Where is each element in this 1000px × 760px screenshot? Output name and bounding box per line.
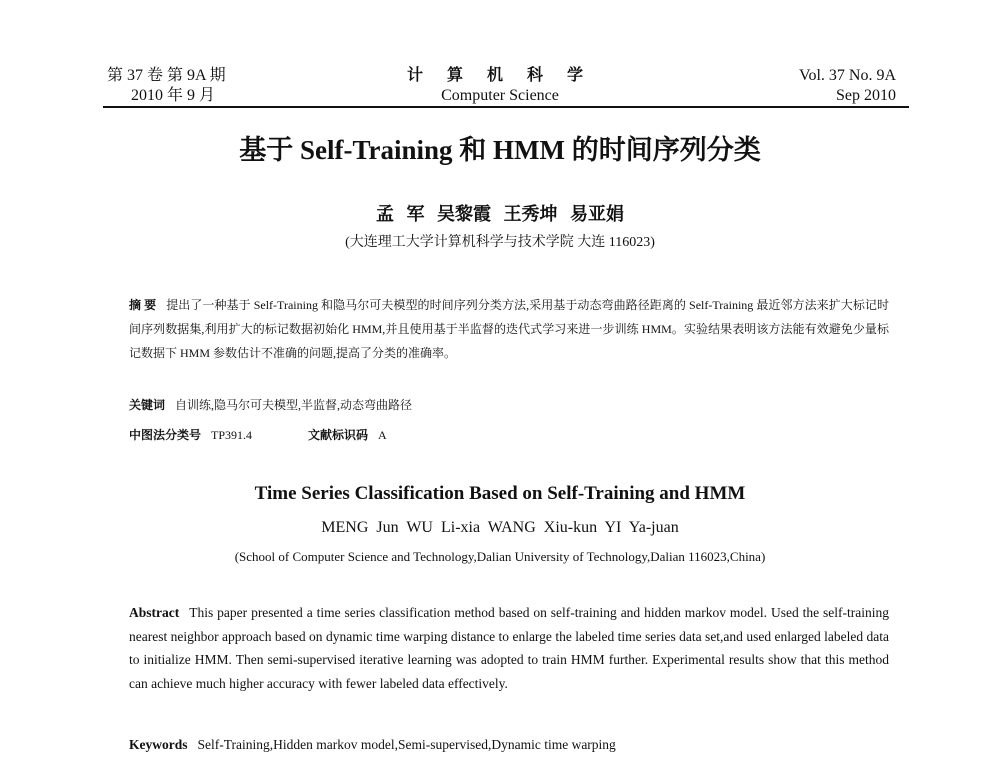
paper-title-zh: 基于 Self-Training 和 HMM 的时间序列分类 bbox=[239, 135, 761, 165]
keywords-en-text: Self-Training,Hidden markov model,Semi-supervised,Dynamic time warping bbox=[197, 737, 616, 752]
doc-code-value: A bbox=[378, 428, 387, 442]
abstract-en bbox=[129, 601, 889, 695]
authors-en: MENG Jun WU Li-xia WANG Xiu-kun YI Ya-juan bbox=[321, 519, 679, 536]
header-divider bbox=[103, 106, 909, 108]
volume-en: Vol. 37 No. 9A bbox=[798, 67, 896, 84]
paper-title-en: Time Series Classification Based on Self-Training and HMM bbox=[254, 483, 746, 504]
journal-name-zh: 计 算 机 科 学 bbox=[406, 67, 593, 84]
volume-zh: 第 37 卷 第 9A 期 bbox=[107, 67, 226, 84]
journal-name-en: Computer Science bbox=[441, 87, 559, 104]
abstract-zh bbox=[129, 293, 889, 365]
affiliation-zh: (大连理工大学计算机科学与技术学院 大连 116023) bbox=[345, 235, 655, 250]
abstract-zh-text: 提出了一种基于 Self-Training 和隐马尔可夫模型的时间序列分类方法,采用基于动态弯曲路径距离的 Self-Training 最近邻方法来扩大标记时间序列数据集,利用扩大的标记数据初始化 HMM,并且使用基于半监督的迭代式学习来进一步训练 HMM。实验结果表明该方法能有效避免少量标记数据下 HMM 参数估计不准确的问题,提高了分类的准确率。 bbox=[129, 298, 889, 360]
abstract-en-label: Abstract bbox=[129, 605, 180, 620]
date-en: Sep 2010 bbox=[836, 87, 896, 104]
keywords-en bbox=[129, 736, 616, 754]
keywords-zh-label: 关键词 bbox=[129, 398, 166, 412]
journal-volume-en bbox=[799, 66, 896, 106]
classification-line bbox=[129, 426, 387, 444]
abstract-zh-label: 摘 要 bbox=[129, 298, 157, 312]
keywords-zh-text: 自训练,隐马尔可夫模型,半监督,动态弯曲路径 bbox=[175, 398, 413, 412]
abstract-en-text: This paper presented a time series classification method based on self-training and hidden markov model. Used the self-training nearest neighbor approach based on dynamic time warping distance to enlarge the labeled time series data set,and used enlarged labeled data to initialize HMM. Then semi-supervised iterative learning was adopted to train HMM further. Experimental results show that this method can achieve much higher accuracy with fewer labeled data effectively. bbox=[129, 605, 889, 691]
classification-value: TP391.4 bbox=[211, 428, 253, 442]
affiliation-en: (School of Computer Science and Technology,Dalian University of Technology,Dalian 116023,China) bbox=[234, 549, 766, 564]
keywords-en-label: Keywords bbox=[129, 737, 188, 752]
doc-code-label: 文献标识码 bbox=[308, 428, 369, 442]
authors-zh: 孟 军 吴黎霞 王秀坤 易亚娟 bbox=[376, 204, 624, 224]
date-zh: 2010 年 9 月 bbox=[131, 87, 216, 104]
classification-label: 中图法分类号 bbox=[129, 428, 202, 442]
keywords-zh bbox=[129, 396, 412, 414]
